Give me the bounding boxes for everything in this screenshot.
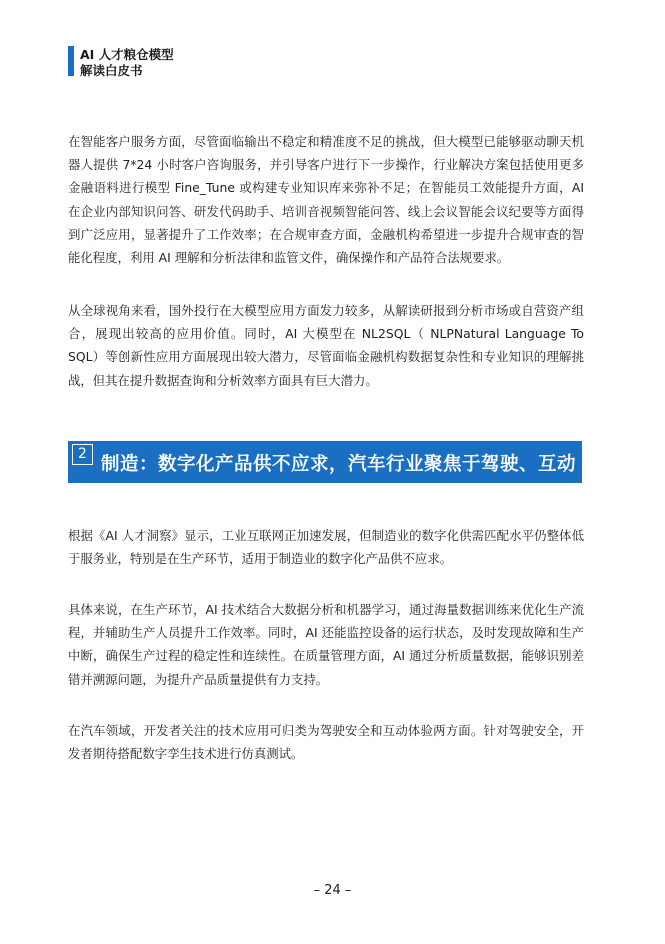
header-title: AI 人才粮仓模型	[80, 47, 174, 62]
page-number: – 24 –	[313, 883, 352, 898]
section-heading-banner	[68, 441, 582, 483]
header-accent-bar	[68, 46, 74, 76]
paragraph-automotive: 在汽车领域，开发者关注的技术应用可归类为驾驶安全和互动体验两方面。针对驾驶安全，开发者期待搭配数字孪生技术进行仿真测试。	[68, 723, 584, 762]
section-number-badge: 2	[72, 444, 93, 465]
paragraph-financial-services: 在智能客户服务方面，尽管面临输出不稳定和精准度不足的挑战，但大模型已能够驱动聊天机器人提供 7*24 小时客户咨询服务，并引导客户进行下一步操作，行业解决方案包括使用更多金融语料进行模型 Fine_Tune 或构建专业知识库来弥补不足；在智能员工效能提升方面，AI 在企业内部知识问答、研发代码助手、培训音视频智能问答、线上会议智能会议纪要等方面得到广泛应用，显著提升了工作效率；在合规审查方面，金融机构希望进一步提升合规审查的智能化程度，利用 AI 理解和分析法律和监管文件，确保操作和产品符合法规要求。	[68, 134, 584, 266]
header-subtitle: 解读白皮书	[80, 63, 143, 78]
paragraph-global-perspective: 从全球视角来看，国外投行在大模型应用方面发力较多，从解读研报到分析市场或自营资产组合，展现出较高的应用价值。同时，AI 大模型在 NL2SQL（ NLPNatural Language To SQL）等创新性应用方面展现出较大潜力，尽管面临金融机构数据复杂性和专业知识的理解挑战，但其在提升数据查询和分析效率方面具有巨大潜力。	[68, 303, 584, 388]
paragraph-production-details: 具体来说，在生产环节，AI 技术结合大数据分析和机器学习，通过海量数据训练来优化生产流程，并辅助生产人员提升工作效率。同时，AI 还能监控设备的运行状态，及时发现故障和生产中断，确保生产过程的稳定性和连续性。在质量管理方面，AI 通过分析质量数据，能够识别差错并溯源问题，为提升产品质量提供有力支持。	[68, 602, 584, 687]
paragraph-manufacturing-intro: 根据《AI 人才洞察》显示，工业互联网正加速发展，但制造业的数字化供需匹配水平仍整体低于服务业，特别是在生产环节，适用于制造业的数字化产品供不应求。	[68, 528, 584, 567]
section-title: 制造：数字化产品供不应求，汽车行业聚焦于驾驶、互动	[101, 454, 577, 475]
